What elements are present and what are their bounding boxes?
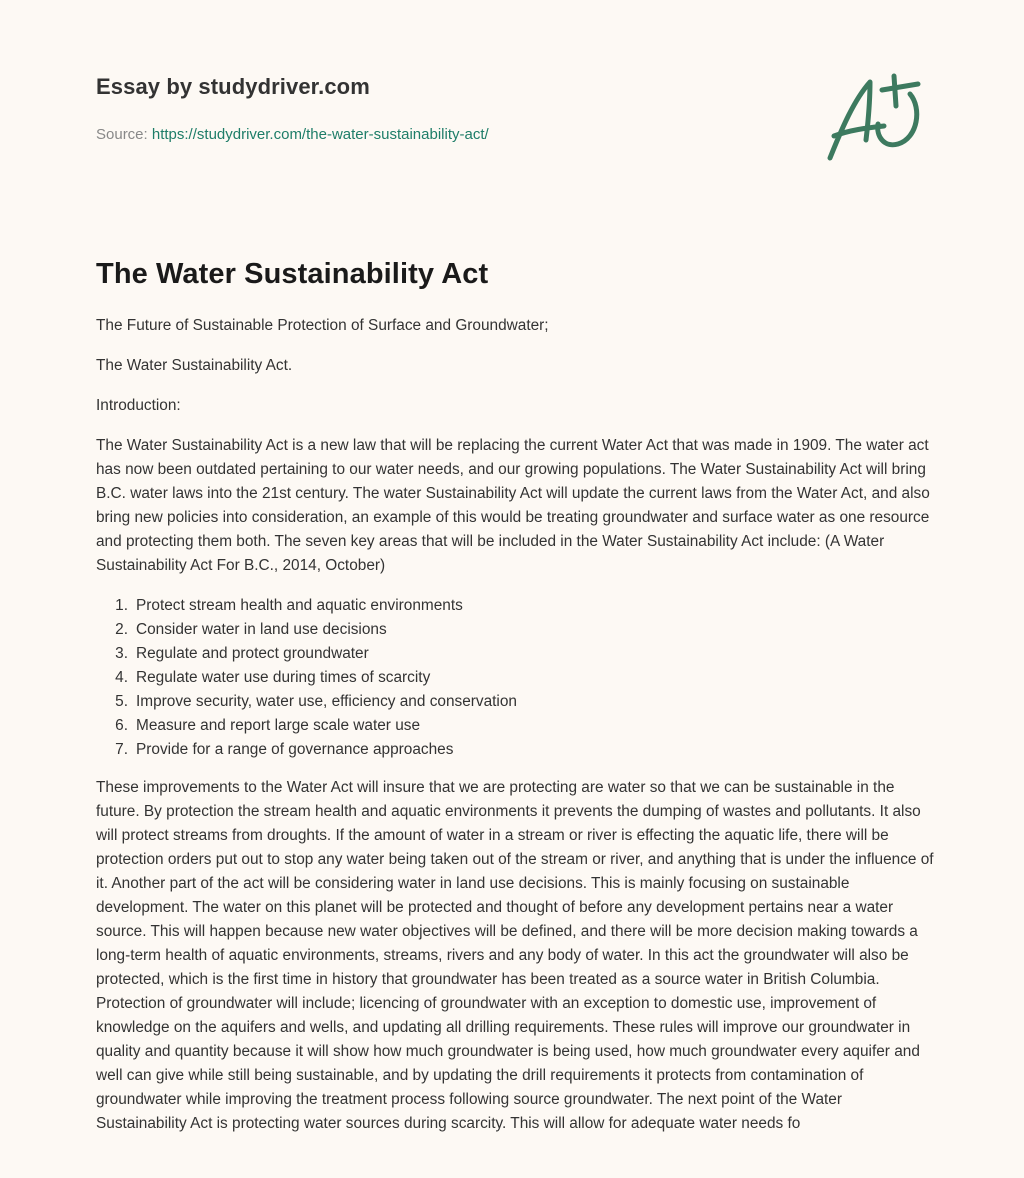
source-link[interactable]: https://studydriver.com/the-water-sustainability-act/ [151, 126, 489, 143]
list-item [96, 738, 936, 762]
list-item [96, 642, 936, 666]
list-item-text: Consider water in land use decisions [136, 621, 387, 638]
list-item-text: Measure and report large scale water use [136, 717, 421, 734]
list-item [96, 666, 936, 690]
a-plus-grade-icon [822, 68, 932, 168]
source-line [96, 126, 936, 143]
essay-article [96, 254, 936, 1152]
essay-subtitle: The Future of Sustainable Protection of Surface and Groundwater; [96, 317, 549, 334]
brand-title: Essay by studydriver.com [96, 74, 370, 99]
list-item-number: 4. [115, 669, 128, 686]
essay-subtitle-2: The Water Sustainability Act. [96, 357, 293, 374]
list-item-text: Improve security, water use, efficiency and conservation [136, 693, 517, 710]
list-item-text: Regulate and protect groundwater [136, 645, 369, 662]
list-item-text: Protect stream health and aquatic environments [136, 597, 463, 614]
list-item-number: 2. [115, 621, 128, 638]
list-item-text: Regulate water use during times of scarcity [136, 669, 431, 686]
list-item [96, 594, 936, 618]
essay-title: The Water Sustainability Act [96, 258, 489, 290]
list-item-number: 3. [115, 645, 128, 662]
list-item-number: 6. [115, 717, 128, 734]
page-header [96, 74, 936, 143]
list-item [96, 690, 936, 714]
introduction-heading: Introduction: [96, 397, 181, 414]
list-item-number: 1. [115, 597, 128, 614]
paragraph-improvements: These improvements to the Water Act will insure that we are protecting are water so that we can be sustainable in the future. By protection the stream health and aquatic environments it prevents the dumping of wastes and pollutants. It also will protect streams from droughts. If the amount of water in a stream or river is effecting the aquatic life, there will be protection orders put out to stop any water being taken out of the stream or river, and anything that is under the influence of it. Another part of the act will be considering water in land use decisions. This is mainly focusing on sustainable development. The water on this planet will be protected and thought of before any development pertains near a water source. This will happen because new water objectives will be defined, and there will be more decision making towards a long-term health of aquatic environments, streams, rivers and any body of water. In this act the groundwater will also be protected, which is the first time in history that groundwater has been treated as a source water in British Columbia. Protection of groundwater will include; licencing of groundwater with an exception to domestic use, improvement of knowledge on the aquifers and wells, and updating all drilling requirements. These rules will improve our groundwater in quality and quantity because it will show how much groundwater is being used, how much groundwater every aquifer and well can give while still being sustainable, and by updating the drill requirements it protects from contamination of groundwater while improving the treatment process following source groundwater. The next point of the Water Sustainability Act is protecting water sources during scarcity. This will allow for adequate water needs fo [96, 779, 934, 1132]
list-item [96, 714, 936, 738]
list-item-text: Provide for a range of governance approaches [136, 741, 454, 758]
key-areas-list [96, 594, 936, 762]
paragraph-introduction: The Water Sustainability Act is a new law that will be replacing the current Water Act that was made in 1909. The water act has now been outdated pertaining to our water needs, and our growing populations. The Water Sustainability Act will bring B.C. water laws into the 21st century. The water Sustainability Act will update the current laws from the Water Act, and also bring new policies into consideration, an example of this would be treating groundwater and surface water as one resource and protecting them both. The seven key areas that will be included in the Water Sustainability Act include: (A Water Sustainability Act For B.C., 2014, October) [96, 437, 930, 574]
list-item [96, 618, 936, 642]
source-label: Source: [96, 126, 152, 143]
list-item-number: 7. [115, 741, 128, 758]
list-item-number: 5. [115, 693, 128, 710]
